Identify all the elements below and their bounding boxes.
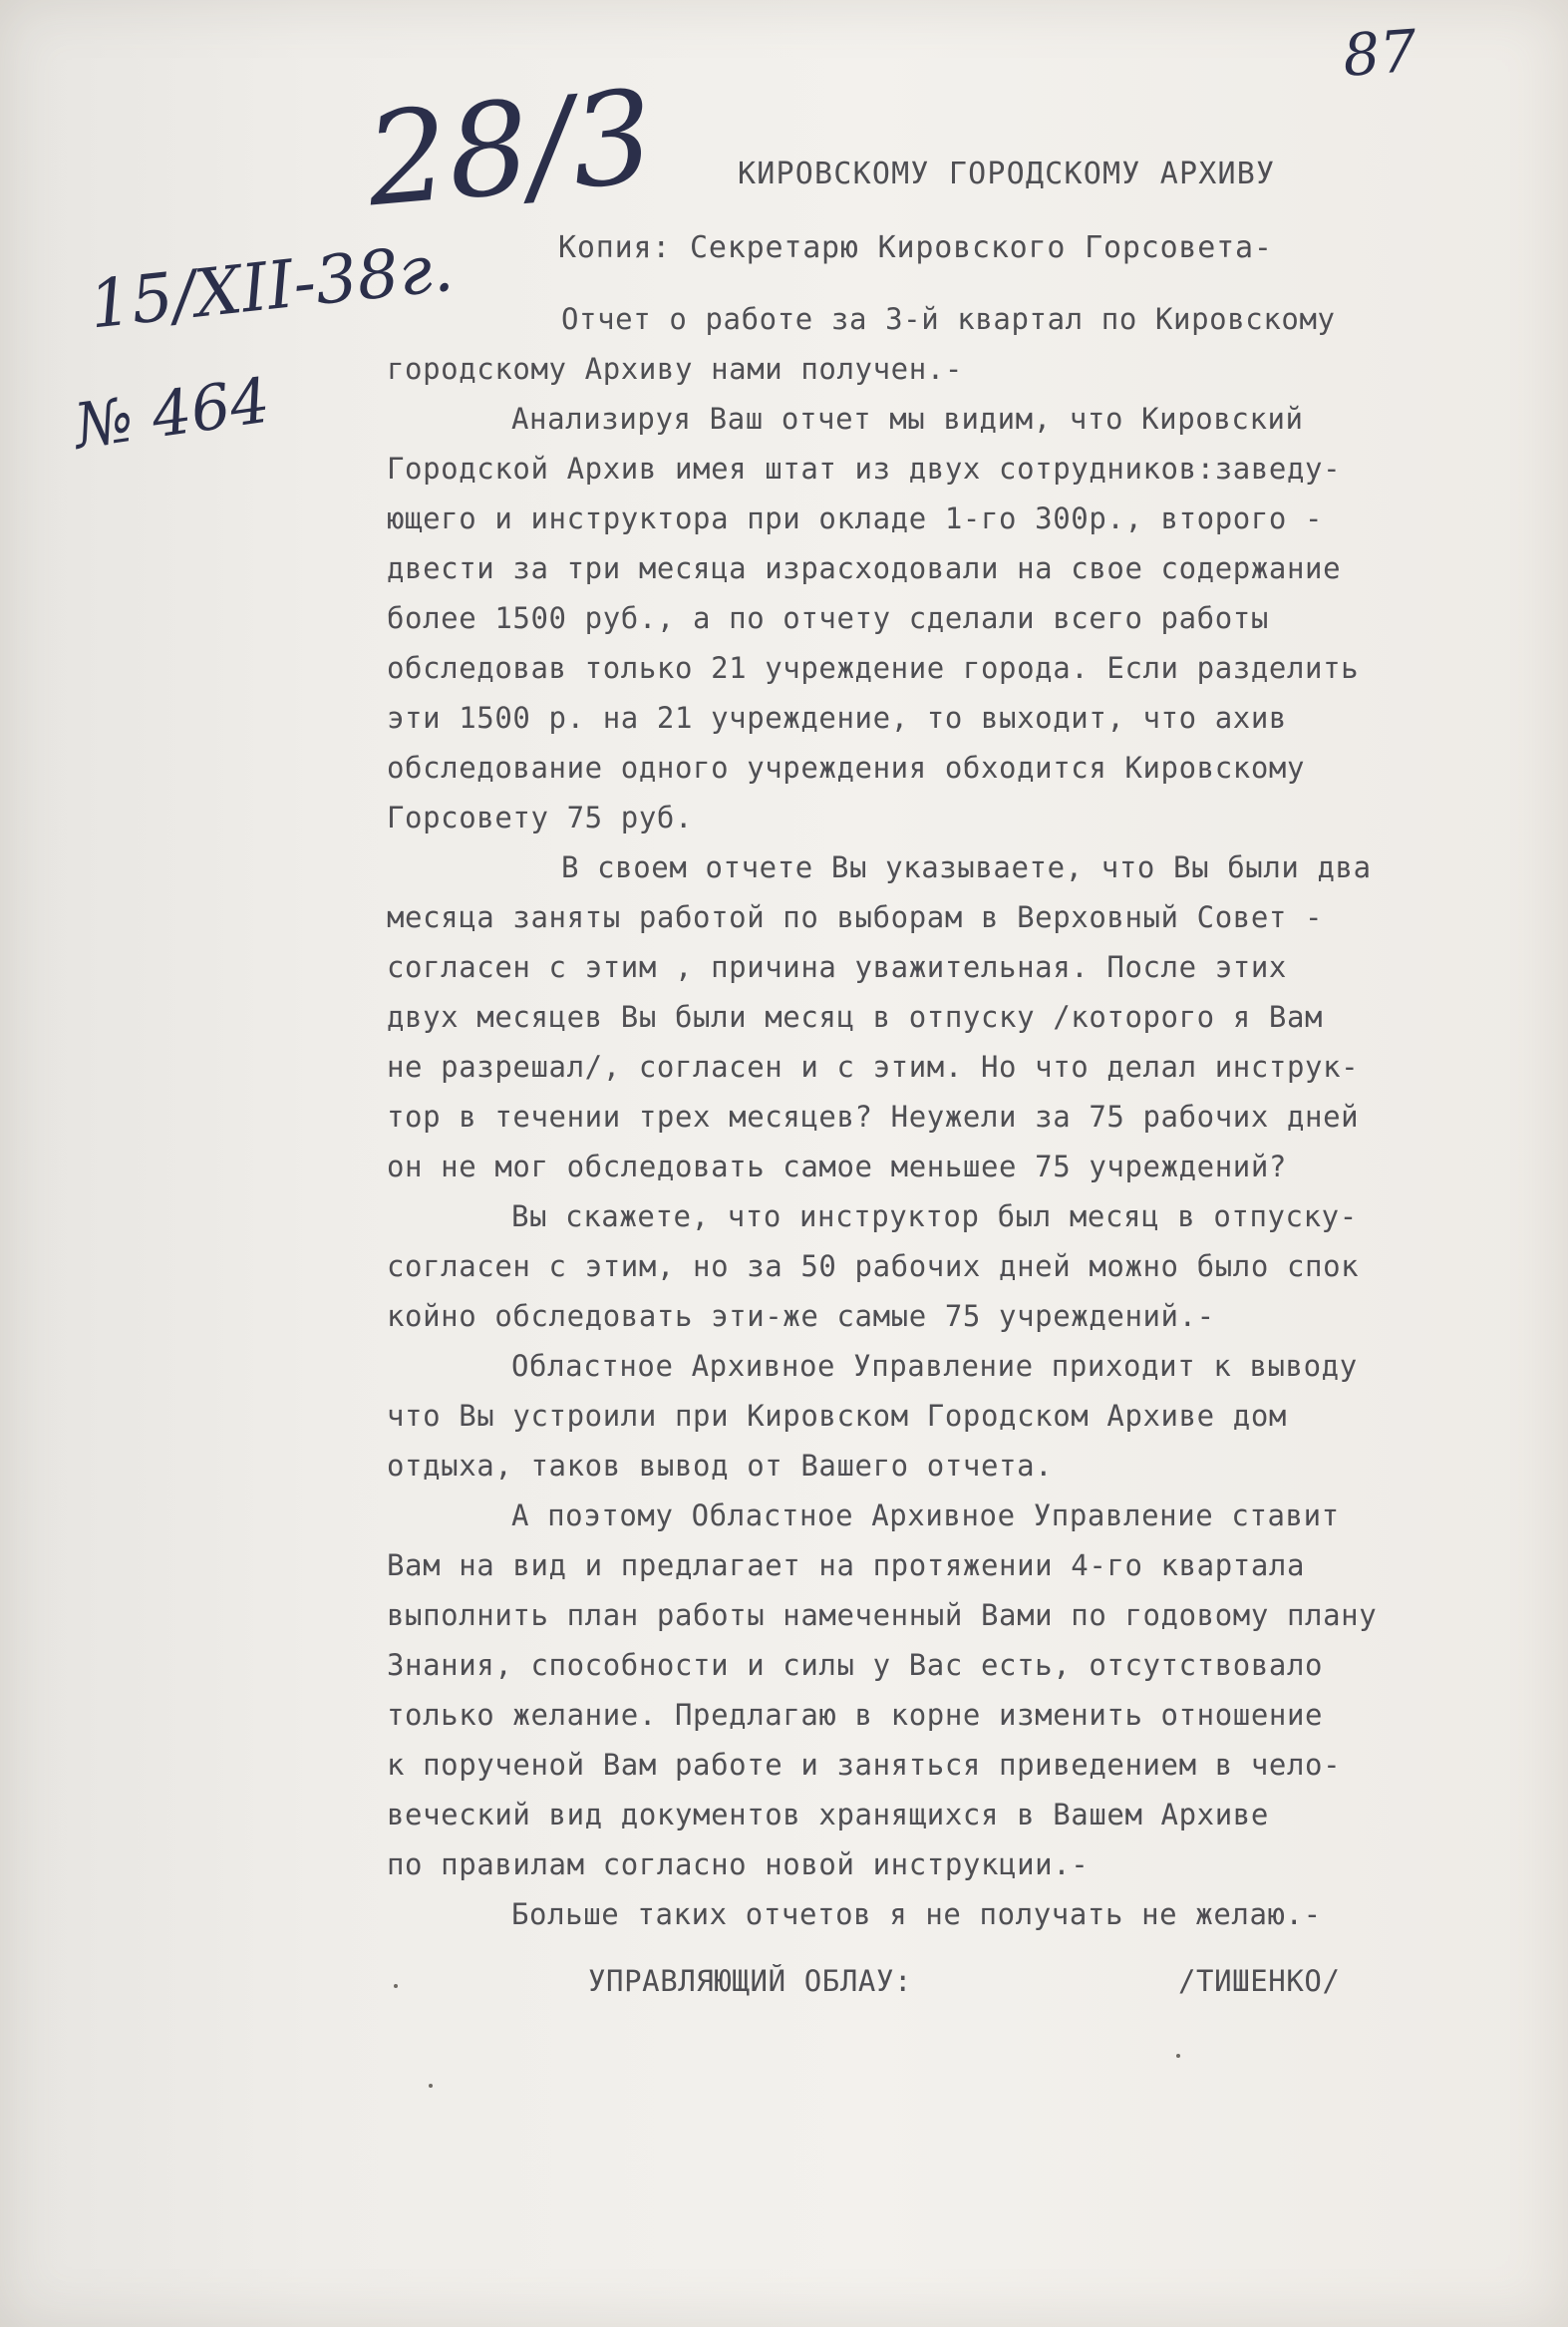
body-line: двести за три месяца израсходовали на свое содержание	[387, 551, 1342, 585]
body-line: он не мог обследовать самое меньшее 75 учреждений?	[387, 1150, 1287, 1183]
body-line: выполнить план работы намеченный Вами по годовому плану	[387, 1598, 1378, 1632]
body-line: что Вы устроили при Кировском Городском Архиве дом	[387, 1399, 1287, 1433]
body-line: Анализируя Ваш отчет мы видим, что Кировский	[511, 402, 1304, 436]
body-line: более 1500 руб., а по отчету сделали всего работы	[387, 601, 1269, 635]
body-line: веческий вид документов хранящихся в Вашем Архиве	[387, 1798, 1269, 1831]
body-line: обследовав только 21 учреждение города. Если разделить	[387, 651, 1360, 685]
copy-to-line: Копия: Секретарю Кировского Горсовета-	[558, 230, 1273, 265]
body-line: по правилам согласно новой инструкции.-	[387, 1847, 1090, 1881]
body-line: Вам на вид и предлагает на протяжении 4-го квартала	[387, 1548, 1306, 1582]
paper-speck	[429, 2084, 433, 2088]
body-line: эти 1500 р. на 21 учреждение, то выходит, что ахив	[387, 701, 1287, 735]
body-line: не разрешал/, согласен и с этим. Но что делал инструк-	[387, 1050, 1360, 1084]
body-line: тор в течении трех месяцев? Неужели за 75 рабочих дней	[387, 1100, 1360, 1134]
body-line: только желание. Предлагаю в корне изменить отношение	[387, 1698, 1324, 1732]
body-line: Вы скажете, что инструктор был месяц в отпуску-	[511, 1199, 1358, 1233]
body-line: ющего и инструктора при окладе 1-го 300р., второго -	[387, 501, 1324, 535]
archive-reference-number: 28/3	[361, 62, 660, 236]
letter-body	[387, 294, 1543, 1939]
body-line: Городской Архив имея штат из двух сотрудников:заведу-	[387, 452, 1342, 486]
body-line: обследование одного учреждения обходится Кировскому	[387, 751, 1306, 785]
body-line: Больше таких отчетов я не получать не желаю.-	[511, 1897, 1322, 1931]
body-line: Горсовету 75 руб.	[387, 801, 694, 834]
body-line: согласен с этим , причина уважительная. После этих	[387, 950, 1287, 984]
signatory-position: УПРАВЛЯЮЩИЙ ОБЛАУ:	[588, 1964, 913, 1998]
body-line: согласен с этим, но за 50 рабочих дней можно было спок	[387, 1249, 1360, 1283]
signature-block	[588, 1956, 1406, 2006]
body-line: двух месяцев Вы были месяц в отпуску /которого я Вам	[387, 1000, 1324, 1034]
body-line: Отчет о работе за 3-й квартал по Кировскому	[561, 302, 1336, 336]
body-line: к порученой Вам работе и заняться приведением в чело-	[387, 1748, 1342, 1782]
folio-number: 87	[1341, 16, 1419, 90]
addressee-line: КИРОВСКОМУ ГОРОДСКОМУ АРХИВУ	[738, 157, 1276, 191]
registration-date: 15/XII-38г.	[86, 228, 458, 344]
body-line: месяца заняты работой по выборам в Верховный Совет -	[387, 900, 1324, 934]
signatory-name: /ТИШЕНКО/	[1178, 1964, 1341, 1998]
body-line: А поэтому Областное Архивное Управление ставит	[511, 1498, 1340, 1532]
body-line: Областное Архивное Управление приходит к выводу	[511, 1349, 1358, 1383]
body-line: Знания, способности и силы у Вас есть, отсутствовало	[387, 1648, 1324, 1682]
paper-speck	[1176, 2054, 1180, 2058]
body-line: В своем отчете Вы указываете, что Вы были два	[561, 850, 1372, 884]
body-line: городскому Архиву нами получен.-	[387, 352, 963, 386]
body-line: отдыха, таков вывод от Вашего отчета.	[387, 1449, 1054, 1483]
body-line: койно обследовать эти-же самые 75 учреждений.-	[387, 1299, 1215, 1333]
registration-number: № 464	[70, 363, 274, 464]
paper-speck	[394, 1984, 398, 1988]
